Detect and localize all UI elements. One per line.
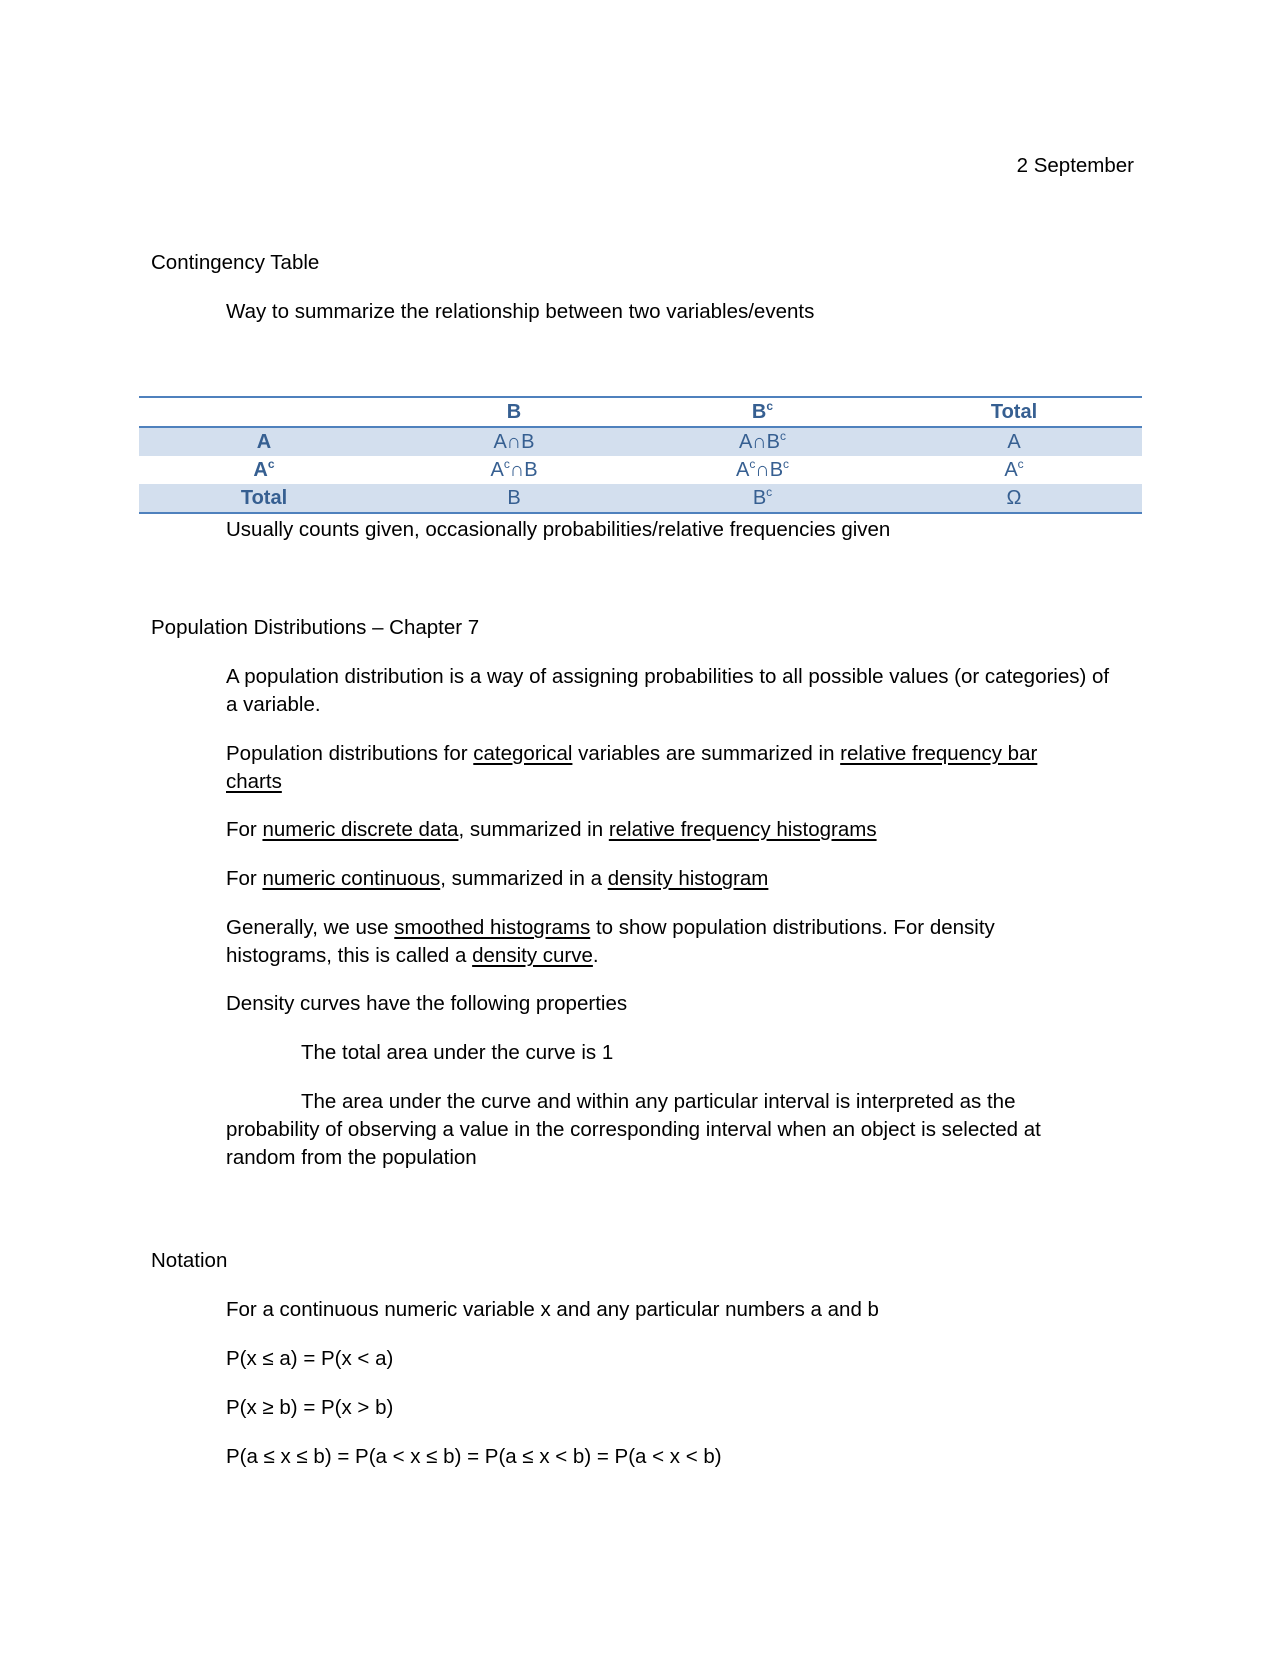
paragraph: For numeric continuous, summarized in a density histogram <box>226 867 769 890</box>
table-cell: B <box>507 487 521 509</box>
table-cell: Ω <box>1006 487 1022 509</box>
paragraph: Generally, we use smoothed histograms to show population distributions. For density histograms, this is called a density curve. <box>226 916 995 967</box>
equation: P(x ≤ a) = P(x < a) <box>226 1347 394 1370</box>
table-cell: $A^c\cap B$ <box>490 457 538 481</box>
contingency-heading: Contingency Table <box>151 251 320 274</box>
table-header-cell: Total <box>990 401 1038 423</box>
row-label: $A^c$ <box>253 457 275 481</box>
table-row <box>139 456 1142 484</box>
population-heading: Population Distributions – Chapter 7 <box>151 616 480 639</box>
row-label: Total <box>240 487 288 509</box>
table-cell: $A^c\cap B^c$ <box>735 457 790 481</box>
table-cell: A∩B <box>493 431 535 453</box>
paragraph: For numeric discrete data, summarized in relative frequency histograms <box>226 818 877 841</box>
table-cell: A <box>1007 431 1021 453</box>
property-item-continued: probability of observing a value in the corresponding interval when an object is selected at random from the population <box>226 1118 1041 1169</box>
row-label: A <box>256 431 272 453</box>
table-cell: $A^c$ <box>1004 457 1024 481</box>
paragraph: A population distribution is a way of assigning probabilities to all possible values (or categories) of a variable. <box>226 665 1110 716</box>
paragraph: Density curves have the following properties <box>226 992 628 1015</box>
property-item: The area under the curve and within any particular interval is interpreted as the <box>301 1090 1016 1113</box>
table-cell: $B^c$ <box>752 485 773 509</box>
property-item: The total area under the curve is 1 <box>301 1041 614 1064</box>
table-header-cell <box>139 398 389 426</box>
equation: P(x ≥ b) = P(x > b) <box>226 1396 394 1419</box>
contingency-table <box>139 396 1142 514</box>
equation: P(a ≤ x ≤ b) = P(a < x ≤ b) = P(a ≤ x < b) = P(a < x < b) <box>226 1445 722 1468</box>
table-header-cell: B <box>506 401 522 423</box>
notation-intro: For a continuous numeric variable x and any particular numbers a and b <box>226 1298 879 1321</box>
notation-heading: Notation <box>151 1249 228 1272</box>
table-row <box>139 484 1142 512</box>
date-label: 2 September <box>1016 154 1134 177</box>
table-header-row <box>139 398 1142 428</box>
paragraph: Population distributions for categorical variables are summarized in relative frequency bar charts <box>226 742 1038 793</box>
table-row <box>139 428 1142 456</box>
contingency-note: Usually counts given, occasionally probabilities/relative frequencies given <box>226 518 891 541</box>
table-cell: $A\cap B^c$ <box>738 429 787 453</box>
table-header-cell: $B^c$ <box>751 399 774 423</box>
contingency-description: Way to summarize the relationship between two variables/events <box>226 300 815 323</box>
